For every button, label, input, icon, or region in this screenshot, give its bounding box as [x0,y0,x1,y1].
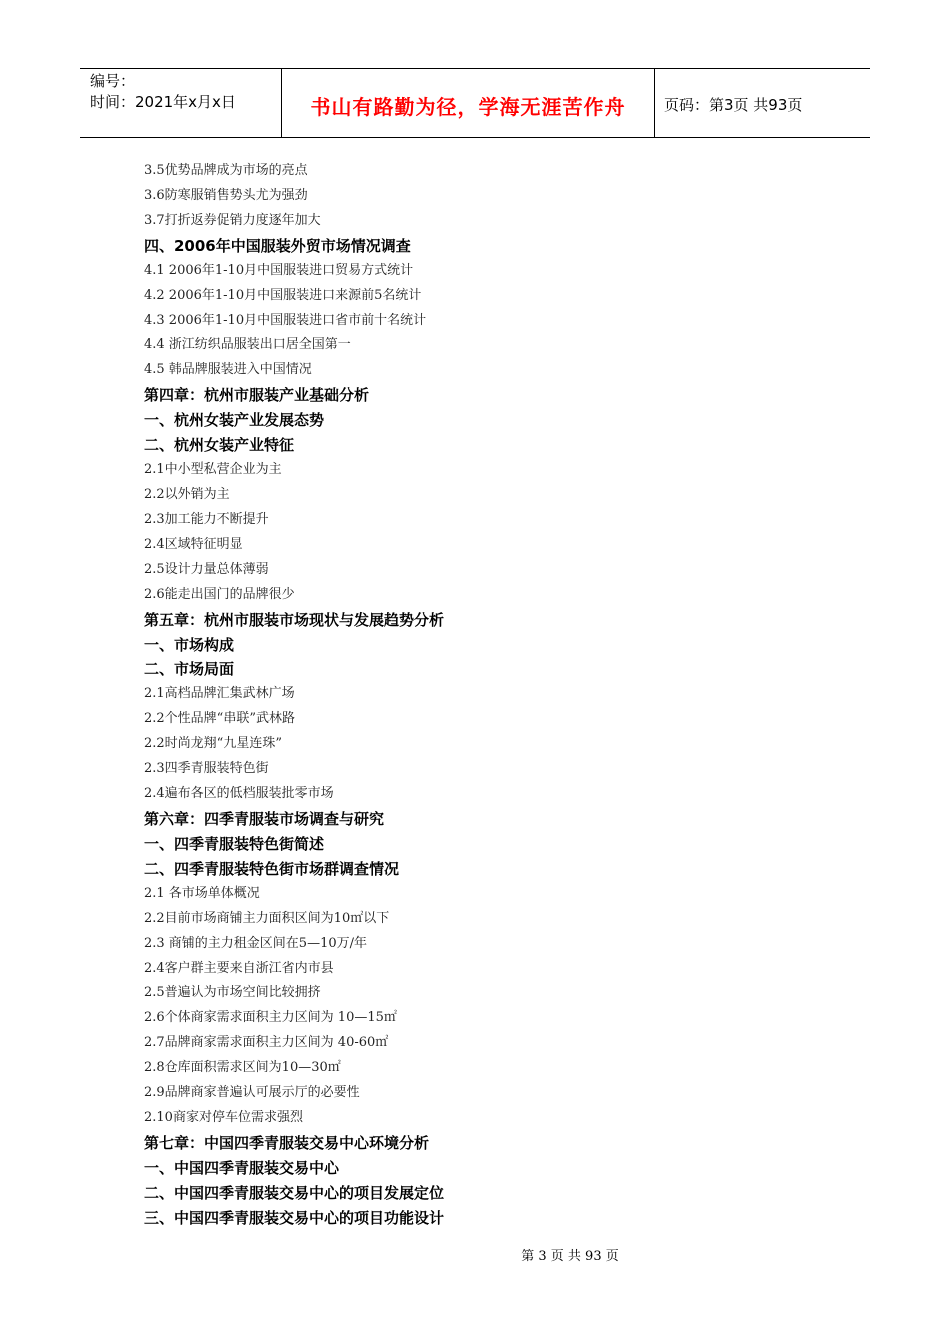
toc-entry: 4.4 浙江纺织品服装出口居全国第一 [144,337,351,353]
header-divider [654,69,655,137]
toc-heading: 第六章：四季青服装市场调查与研究 [144,809,385,828]
toc-heading: 二、杭州女装产业特征 [144,436,295,455]
table-of-contents [144,159,844,1231]
toc-heading: 一、杭州女装产业发展态势 [144,411,325,430]
toc-entry: 4.5 韩品牌服装进入中国情况 [144,362,312,378]
page-header [80,68,870,138]
toc-heading: 一、中国四季青服装交易中心 [144,1158,340,1177]
toc-entry: 2.7品牌商家需求面积主力区间为 40-60㎡ [144,1035,389,1051]
toc-entry: 2.2时尚龙翔“九星连珠” [144,736,282,752]
toc-entry: 2.2目前市场商铺主力面积区间为10㎡以下 [144,910,390,926]
toc-entry: 4.1 2006年1-10月中国服装进口贸易方式统计 [144,262,414,278]
toc-entry: 2.2个性品牌“串联”武林路 [144,711,295,727]
toc-entry: 3.5优势品牌成为市场的亮点 [144,163,308,178]
toc-heading: 二、四季青服装特色街市场群调查情况 [144,859,400,878]
page-footer [0,1245,950,1264]
toc-entry: 2.6个体商家需求面积主力区间为 10—15㎡ [144,1010,397,1026]
toc-heading: 一、市场构成 [144,635,235,654]
footer-page-number: 第 3 页 共 93 页 [521,1249,619,1264]
toc-entry: 2.5设计力量总体薄弱 [144,561,269,577]
toc-entry: 2.2以外销为主 [144,486,230,502]
toc-heading: 二、市场局面 [144,660,235,679]
toc-entry: 3.7打折返券促销力度逐年加大 [144,212,321,228]
toc-heading: 三、中国四季青服装交易中心的项目功能设计 [144,1208,445,1227]
toc-entry: 2.1高档品牌汇集武林广场 [144,686,295,702]
toc-entry: 2.4遍布各区的低档服装批零市场 [144,786,334,802]
toc-entry: 2.10商家对停车位需求强烈 [144,1110,303,1126]
toc-heading: 第四章：杭州市服装产业基础分析 [144,386,370,405]
document-time-label: 时间：2021年x月x日 [90,93,236,111]
header-page-info: 页码：第3页 共93页 [664,96,803,114]
toc-entry: 2.9品牌商家普遍认可展示厅的必要性 [144,1085,360,1101]
toc-entry: 2.4区域特征明显 [144,536,243,552]
toc-entry: 2.8仓库面积需求区间为10—30㎡ [144,1060,341,1076]
toc-entry: 2.3四季青服装特色街 [144,761,269,777]
toc-entry: 2.6能走出国门的品牌很少 [144,586,295,602]
toc-entry: 2.1中小型私营企业为主 [144,462,282,478]
toc-heading: 四、2006年中国服装外贸市场情况调查 [144,236,411,255]
toc-entry: 2.5普遍认为市场空间比较拥挤 [144,985,321,1001]
toc-entry: 4.2 2006年1-10月中国服装进口来源前5名统计 [144,287,422,303]
toc-entry: 2.4客户群主要来自浙江省内市县 [144,960,334,976]
toc-entry: 3.6防寒服销售势头尤为强劲 [144,187,308,203]
toc-heading: 一、四季青服装特色街简述 [144,834,325,853]
toc-heading: 第五章：杭州市服装市场现状与发展趋势分析 [144,610,445,629]
toc-entry: 2.3 商铺的主力租金区间在5—10万/年 [144,935,367,951]
toc-entry: 2.1 各市场单体概况 [144,885,260,901]
header-meta [90,71,236,113]
toc-heading: 第七章：中国四季青服装交易中心环境分析 [144,1133,430,1152]
document-number-label: 编号： [90,72,136,90]
toc-heading: 二、中国四季青服装交易中心的项目发展定位 [144,1183,445,1202]
header-motto: 书山有路勤为径，学海无涯苦作舟 [310,95,626,119]
toc-entry: 2.3加工能力不断提升 [144,511,269,527]
toc-entry: 4.3 2006年1-10月中国服装进口省市前十名统计 [144,312,427,328]
